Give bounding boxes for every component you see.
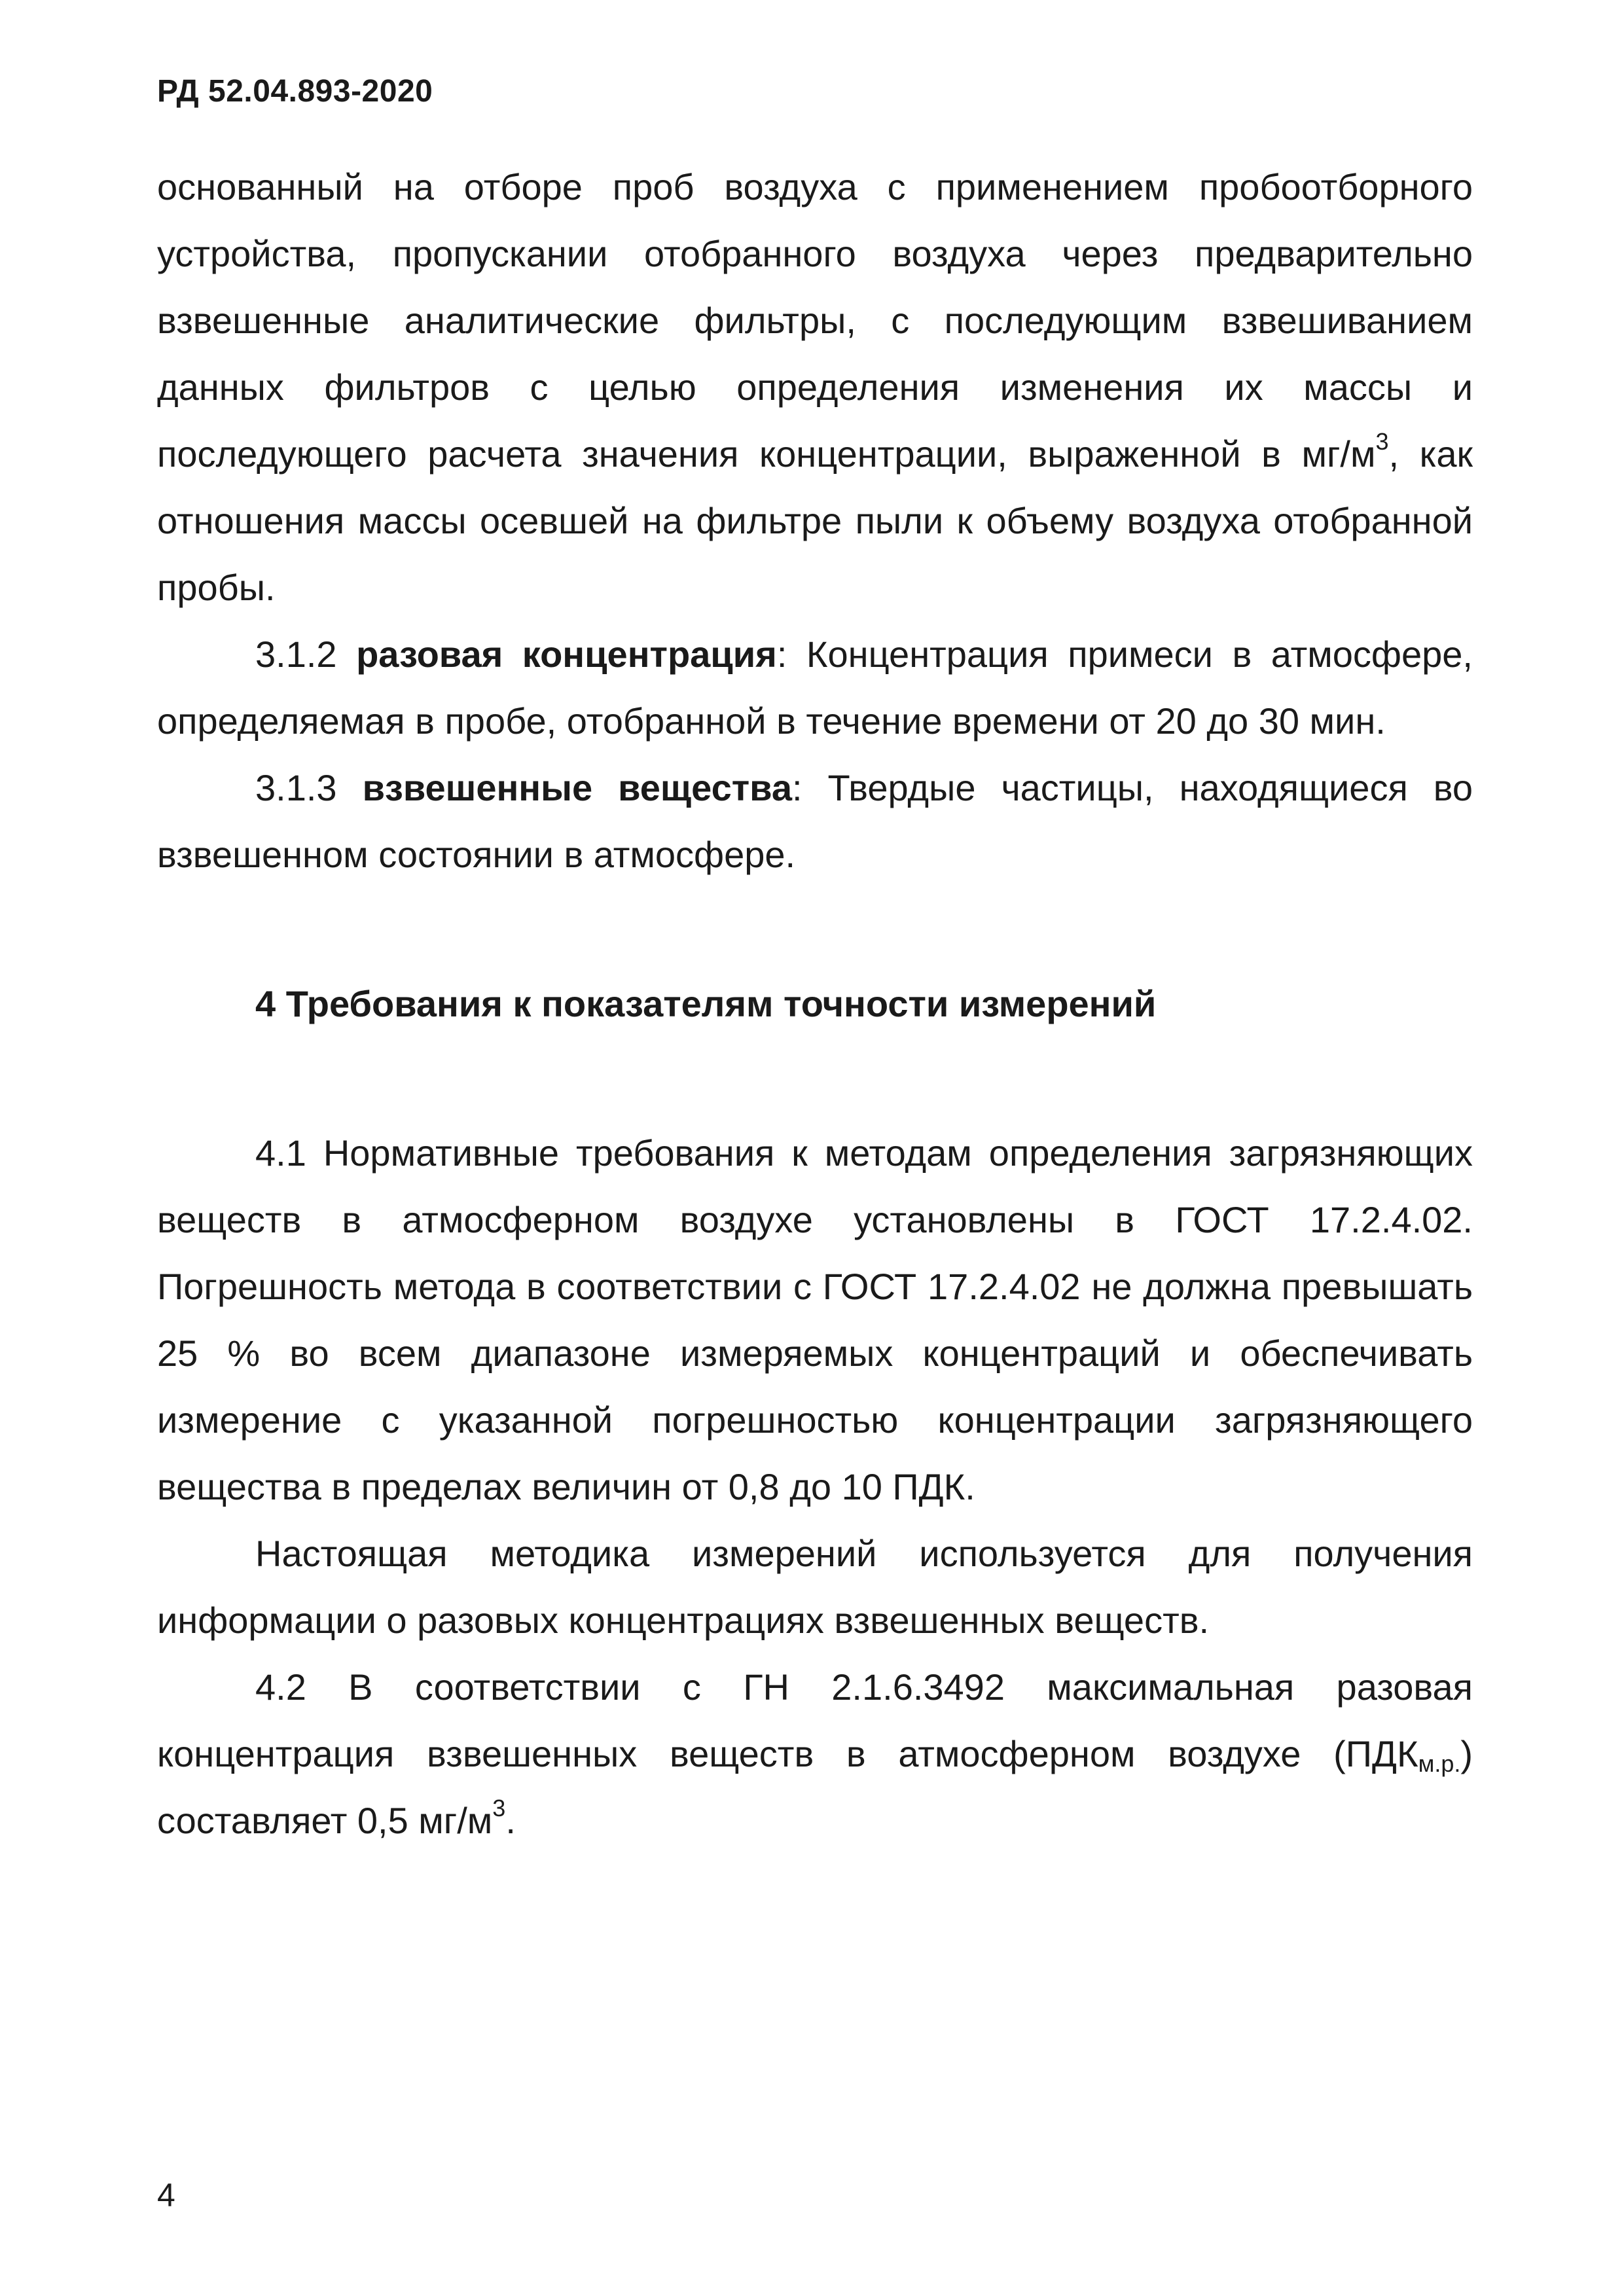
superscript: 3 bbox=[492, 1795, 506, 1821]
paragraph-text-mid: ) составляет 0,5 мг/м bbox=[157, 1733, 1473, 1841]
subscript: м.р. bbox=[1418, 1750, 1461, 1777]
clause-number: 3.1.3 bbox=[255, 767, 337, 808]
term: разовая концентрация bbox=[356, 634, 777, 675]
paragraph-4-1: 4.1 Нормативные требования к методам определения загрязняющих веществ в атмосферном воздухе установлены в ГОСТ 17.2.4.02. Погрешность метода в соответствии с ГОСТ 17.2.4.02 не должна превышать 25 % во всем диапазоне измеряемых концентраций и обеспечивать измерение с указанной погрешностью концентрации загрязняющего вещества в пределах величин от 0,8 до 10 ПДК. bbox=[157, 1132, 1473, 1507]
definition-text: : Твердые частицы, находящиеся во взвешенном состоянии в атмосфере. bbox=[157, 767, 1473, 875]
paragraph-3-1-2 bbox=[157, 621, 1473, 755]
paragraph-text: основанный на отборе проб воздуха с применением пробоотборного устройства, пропускании отобранного воздуха через предварительно взвешенные аналитические фильтры, с последующим взвешиванием данных фильтров с целью определения изменения их массы и последующего расчета значения концентрации, выраженной в мг/м bbox=[157, 166, 1473, 475]
paragraph-definition-continued bbox=[157, 154, 1473, 621]
paragraph-text-tail: . bbox=[505, 1800, 516, 1841]
paragraph-text-tail: , как отношения массы осевшей на фильтре пыли к объему воздуха отобранной пробы. bbox=[157, 433, 1473, 608]
term: взвешенные вещества bbox=[362, 767, 792, 808]
spacer bbox=[157, 888, 1473, 971]
superscript: 3 bbox=[1375, 428, 1389, 455]
paragraph-methodology: Настоящая методика измерений используется для получения информации о разовых концентрациях взвешенных веществ. bbox=[157, 1533, 1473, 1641]
page-body bbox=[157, 154, 1473, 1854]
paragraph-text: 4.2 В соответствии с ГН 2.1.6.3492 максимальная разовая концентрация взвешенных веществ в атмосферном воздухе (ПДК bbox=[157, 1666, 1473, 1774]
page-number: 4 bbox=[157, 2177, 175, 2214]
clause-number: 3.1.2 bbox=[255, 634, 337, 675]
document-code: РД 52.04.893-2020 bbox=[157, 74, 433, 109]
paragraph-4-2 bbox=[157, 1654, 1473, 1854]
definition-text: : Концентрация примеси в атмосфере, определяемая в пробе, отобранной в течение времени от 20 до 30 мин. bbox=[157, 634, 1473, 742]
spacer bbox=[157, 1037, 1473, 1120]
paragraph-3-1-3 bbox=[157, 755, 1473, 888]
section-heading: 4 Требования к показателям точности измерений bbox=[255, 983, 1157, 1024]
